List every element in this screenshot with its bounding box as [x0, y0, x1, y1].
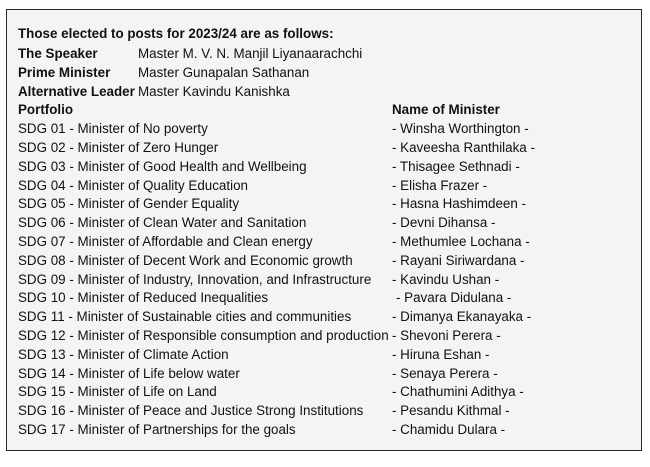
table-row — [18, 195, 633, 214]
table-row — [18, 158, 633, 177]
portfolio-cell: SDG 02 - Minister of Zero Hunger — [18, 139, 219, 155]
minister-cell: - Chamidu Dulara - — [392, 421, 506, 437]
minister-cell: - Devni Dihansa - — [392, 215, 496, 231]
portfolio-cell: SDG 07 - Minister of Affordable and Clean energy — [18, 233, 313, 249]
table-row — [18, 289, 633, 308]
table-row — [18, 402, 633, 421]
table-row — [18, 421, 633, 440]
officer-row-speaker — [18, 45, 633, 64]
portfolio-cell: SDG 04 - Minister of Quality Education — [18, 177, 248, 193]
table-row — [18, 271, 633, 290]
document-box — [6, 9, 642, 451]
portfolio-cell: SDG 03 - Minister of Good Health and Wellbeing — [18, 158, 307, 174]
table-row — [18, 308, 633, 327]
minister-cell: - Kavindu Ushan - — [392, 271, 500, 287]
minister-cell: - Pavara Didulana - — [396, 290, 512, 306]
portfolio-header: Portfolio — [18, 102, 74, 118]
portfolio-cell: SDG 01 - Minister of No poverty — [18, 121, 208, 137]
officer-name: Master Kavindu Kanishka — [138, 83, 290, 99]
portfolio-cell: SDG 13 - Minister of Climate Action — [18, 346, 229, 362]
officer-name: Master Gunapalan Sathanan — [138, 64, 310, 80]
officer-role: Alternative Leader — [18, 83, 135, 99]
minister-cell: - Pesandu Kithmal - — [392, 403, 510, 419]
table-row — [18, 139, 633, 158]
officer-role: The Speaker — [18, 46, 98, 61]
minister-cell: - Chathumini Adithya - — [392, 384, 524, 400]
table-row — [18, 120, 633, 139]
portfolio-cell: SDG 16 - Minister of Peace and Justice Strong Institutions — [18, 403, 364, 419]
officer-name: Master M. V. N. Manjil Liyanaarachchi — [138, 46, 363, 61]
table-row — [18, 346, 633, 365]
portfolio-cell: SDG 11 - Minister of Sustainable cities and communities — [18, 309, 352, 325]
minister-cell: - Shevoni Perera - — [392, 327, 501, 343]
table-row — [18, 383, 633, 402]
table-header — [18, 101, 633, 120]
minister-cell: - Elisha Frazer - — [392, 177, 488, 193]
minister-cell: - Winsha Worthington - — [392, 121, 529, 137]
table-row — [18, 214, 633, 233]
portfolio-cell: SDG 06 - Minister of Clean Water and Sanitation — [18, 215, 307, 231]
minister-cell: - Methumlee Lochana - — [392, 233, 530, 249]
minister-cell: - Senaya Perera - — [392, 365, 498, 381]
officer-row-prime-minister — [18, 64, 633, 83]
portfolio-cell: SDG 08 - Minister of Decent Work and Economic growth — [18, 252, 353, 268]
portfolio-cell: SDG 05 - Minister of Gender Equality — [18, 196, 240, 212]
minister-cell: - Dimanya Ekanayaka - — [392, 309, 532, 325]
minister-cell: - Kaveesha Ranthilaka - — [392, 139, 535, 155]
portfolio-cell: SDG 14 - Minister of Life below water — [18, 365, 240, 381]
portfolio-cell: SDG 09 - Minister of Industry, Innovation, and Infrastructure — [18, 271, 372, 287]
portfolio-cell: SDG 12 - Minister of Responsible consumption and production — [18, 327, 389, 343]
table-row — [18, 327, 633, 346]
table-row — [18, 365, 633, 384]
table-row — [18, 233, 633, 252]
portfolio-cell: SDG 15 - Minister of Life on Land — [18, 384, 217, 400]
table-row — [18, 177, 633, 196]
officer-row-alternative-leader — [18, 83, 633, 102]
minister-cell: - Hiruna Eshan - — [392, 346, 490, 362]
portfolio-cell: SDG 10 - Minister of Reduced Inequalities — [18, 290, 269, 306]
minister-header: Name of Minister — [392, 102, 500, 118]
minister-cell: - Hasna Hashimdeen - — [392, 196, 526, 212]
minister-cell: - Thisagee Sethnadi - — [392, 158, 520, 174]
table-row — [18, 252, 633, 271]
intro-heading: Those elected to posts for 2023/24 are as follows: — [18, 26, 334, 41]
document-content — [18, 25, 633, 440]
minister-cell: - Rayani Siriwardana - — [392, 252, 525, 268]
officer-role: Prime Minister — [18, 64, 111, 80]
portfolio-cell: SDG 17 - Minister of Partnerships for the goals — [18, 421, 296, 437]
